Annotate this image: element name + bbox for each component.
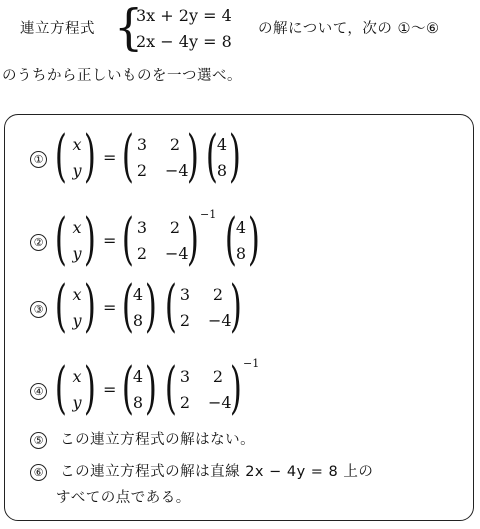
matrix-cell: −4 bbox=[165, 244, 189, 263]
choice-text-continued: すべての点である。 bbox=[56, 490, 191, 506]
var-y: y bbox=[72, 393, 82, 412]
right-paren: ) bbox=[186, 207, 199, 272]
choice-5[interactable] bbox=[30, 428, 255, 449]
choice-text: この連立方程式の解は直線 2x − 4y = 8 上の bbox=[60, 464, 374, 480]
choice-label: ③ bbox=[30, 301, 47, 318]
choice-6[interactable] bbox=[30, 460, 373, 481]
vector-cell: 8 bbox=[132, 393, 144, 412]
choice-3[interactable] bbox=[30, 298, 47, 318]
equals-sign: = bbox=[103, 298, 117, 317]
left-paren: ( bbox=[224, 207, 237, 272]
matrix-cell: 3 bbox=[136, 135, 148, 154]
left-paren: ( bbox=[54, 207, 67, 272]
choice-1[interactable] bbox=[30, 148, 47, 168]
equals-sign: = bbox=[103, 380, 117, 399]
system-equation-1: 3x + 2y = 4 bbox=[136, 6, 232, 25]
left-paren: ( bbox=[164, 274, 177, 339]
right-paren: ) bbox=[247, 207, 260, 272]
var-y: y bbox=[72, 161, 82, 180]
equals-sign: = bbox=[103, 231, 117, 250]
left-paren: ( bbox=[121, 124, 134, 189]
left-paren: ( bbox=[121, 274, 134, 339]
vector-cell: 4 bbox=[132, 285, 144, 304]
vector-cell: 8 bbox=[216, 161, 228, 180]
choice-4[interactable] bbox=[30, 380, 47, 400]
vector-cell: 8 bbox=[132, 311, 144, 330]
matrix-cell: 2 bbox=[136, 244, 148, 263]
right-paren: ) bbox=[144, 356, 157, 421]
system-brace: { bbox=[114, 0, 144, 56]
var-y: y bbox=[72, 244, 82, 263]
var-x: x bbox=[72, 135, 82, 154]
right-paren: ) bbox=[186, 124, 199, 189]
choice-text: この連立方程式の解はない。 bbox=[60, 432, 256, 448]
left-paren: ( bbox=[54, 124, 67, 189]
right-paren: ) bbox=[83, 124, 96, 189]
var-x: x bbox=[72, 218, 82, 237]
vector-cell: 4 bbox=[132, 367, 144, 386]
matrix-cell: −4 bbox=[208, 311, 232, 330]
right-paren: ) bbox=[83, 274, 96, 339]
left-paren: ( bbox=[54, 274, 67, 339]
left-paren: ( bbox=[121, 356, 134, 421]
matrix-cell: 2 bbox=[212, 367, 224, 386]
matrix-cell: 2 bbox=[212, 285, 224, 304]
matrix-cell: 3 bbox=[136, 218, 148, 237]
right-paren: ) bbox=[228, 124, 241, 189]
vector-cell: 4 bbox=[235, 218, 247, 237]
inverse-exponent: −1 bbox=[243, 357, 260, 370]
choice-label: ⑥ bbox=[30, 464, 47, 481]
question-suffix: の解について，次の ①〜⑥ bbox=[258, 21, 440, 37]
matrix-cell: 2 bbox=[169, 135, 181, 154]
right-paren: ) bbox=[229, 356, 242, 421]
choice-label: ④ bbox=[30, 383, 47, 400]
var-x: x bbox=[72, 285, 82, 304]
question-line-2: のうちから正しいものを一つ選べ。 bbox=[2, 68, 242, 84]
question-prefix: 連立方程式 bbox=[20, 21, 95, 37]
right-paren: ) bbox=[144, 274, 157, 339]
matrix-cell: −4 bbox=[165, 161, 189, 180]
right-paren: ) bbox=[229, 274, 242, 339]
choice-label: ① bbox=[30, 151, 47, 168]
left-paren: ( bbox=[121, 207, 134, 272]
left-paren: ( bbox=[205, 124, 218, 189]
left-paren: ( bbox=[54, 356, 67, 421]
left-paren: ( bbox=[164, 356, 177, 421]
vector-cell: 4 bbox=[216, 135, 228, 154]
matrix-cell: 2 bbox=[179, 311, 191, 330]
choice-label: ② bbox=[30, 234, 47, 251]
equals-sign: = bbox=[103, 148, 117, 167]
var-y: y bbox=[72, 311, 82, 330]
matrix-cell: 2 bbox=[169, 218, 181, 237]
matrix-cell: 3 bbox=[179, 285, 191, 304]
vector-cell: 8 bbox=[235, 244, 247, 263]
var-x: x bbox=[72, 367, 82, 386]
choice-label: ⑤ bbox=[30, 432, 47, 449]
right-paren: ) bbox=[83, 356, 96, 421]
matrix-cell: 2 bbox=[136, 161, 148, 180]
inverse-exponent: −1 bbox=[200, 208, 217, 221]
matrix-cell: 2 bbox=[179, 393, 191, 412]
matrix-cell: −4 bbox=[208, 393, 232, 412]
choice-2[interactable] bbox=[30, 231, 47, 251]
system-equation-2: 2x − 4y = 8 bbox=[136, 32, 232, 51]
right-paren: ) bbox=[83, 207, 96, 272]
matrix-cell: 3 bbox=[179, 367, 191, 386]
